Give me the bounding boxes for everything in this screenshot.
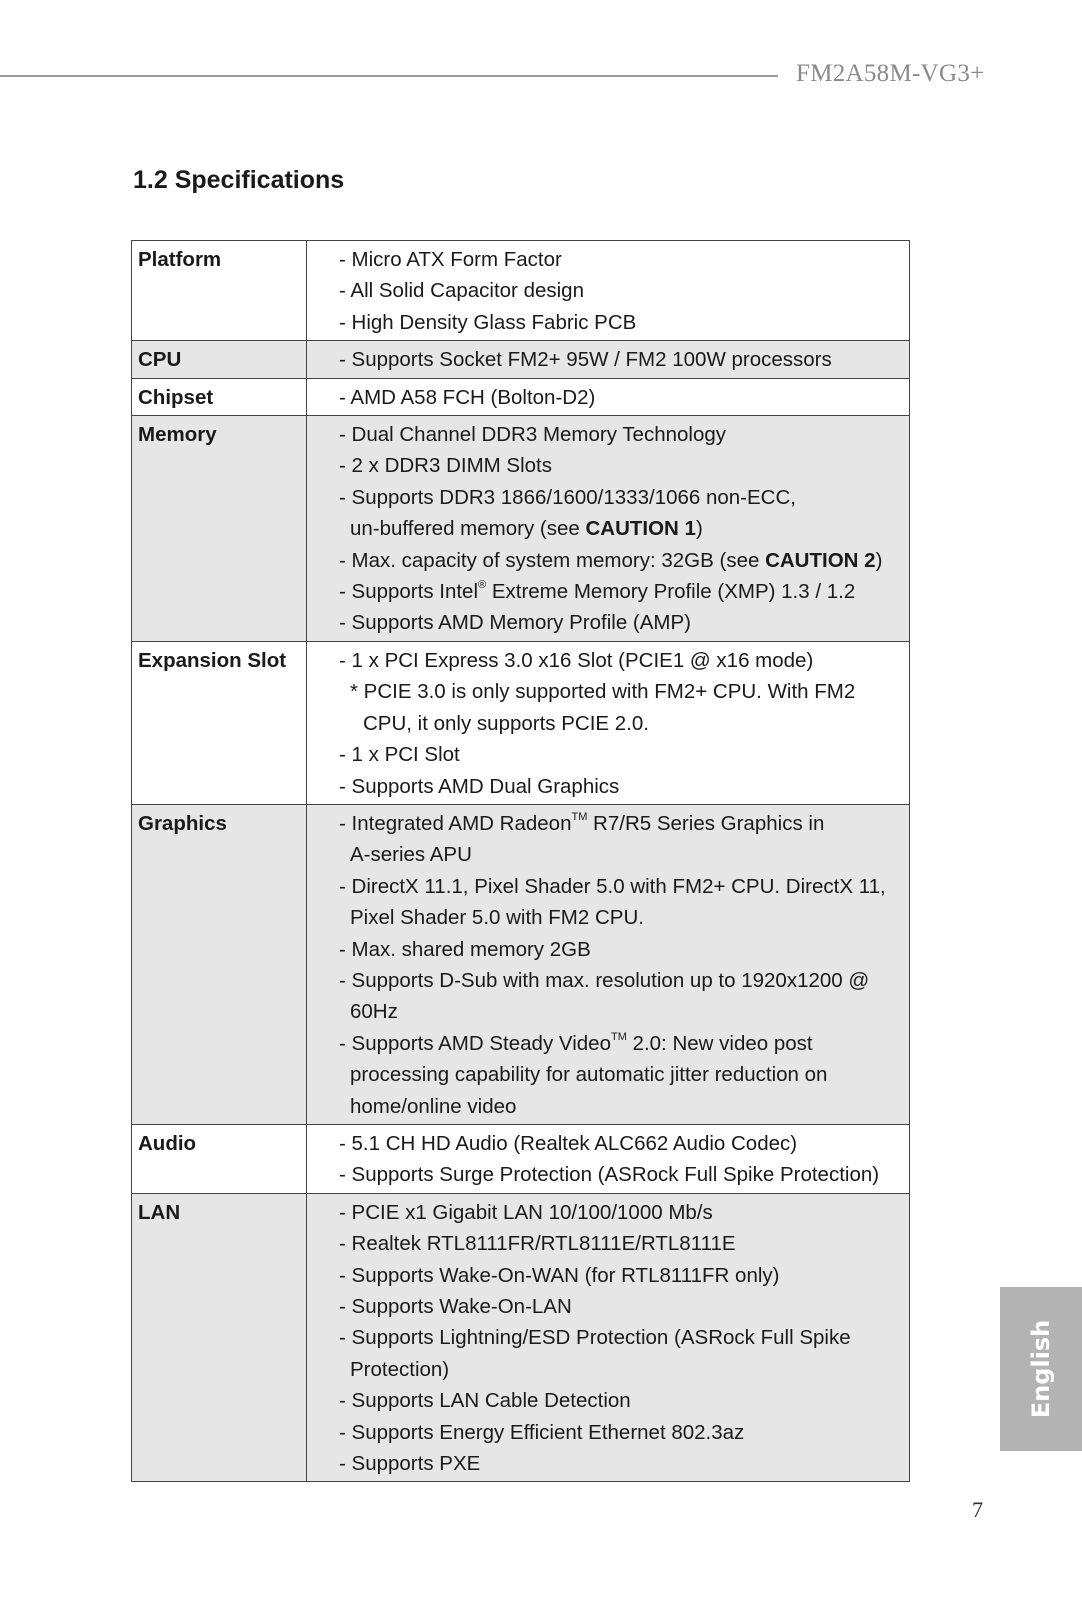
spec-line: - Supports Lightning/ESD Protection (ASRock Full Spike	[339, 1326, 851, 1350]
spec-row-graphics	[132, 804, 910, 1124]
spec-row-expansion-slot	[132, 641, 910, 804]
spec-note: * PCIE 3.0 is only supported with FM2+ CPU. With FM2	[350, 680, 856, 704]
spec-line	[339, 513, 905, 544]
spec-row-platform	[132, 241, 910, 341]
language-tab-label: English	[1027, 1319, 1055, 1419]
spec-text: - Max. capacity of system memory: 32GB (see	[339, 548, 766, 572]
spec-row-memory	[132, 416, 910, 642]
spec-line: - DirectX 11.1, Pixel Shader 5.0 with FM2+ CPU. DirectX 11,	[339, 874, 886, 898]
spec-line: - Supports LAN Cable Detection	[339, 1389, 631, 1413]
spec-text: Extreme Memory Profile (XMP) 1.3 / 1.2	[486, 580, 856, 604]
spec-text: R7/R5 Series Graphics in	[587, 811, 825, 835]
spec-text: 2.0: New video post	[626, 1031, 813, 1055]
spec-line: - Dual Channel DDR3 Memory Technology	[339, 423, 727, 447]
spec-line: - 1 x PCI Express 3.0 x16 Slot (PCIE1 @ x16 mode)	[339, 648, 814, 672]
header-rule	[0, 75, 778, 77]
spec-label: Expansion Slot	[132, 641, 307, 804]
spec-values	[307, 1193, 910, 1482]
spec-text: - Supports Intel	[339, 580, 479, 604]
spec-line: A-series APU	[350, 843, 472, 867]
spec-text: un-buffered memory (see	[350, 517, 586, 541]
spec-text: - Supports AMD Steady Video	[339, 1031, 611, 1055]
spec-line: - Supports Energy Efficient Ethernet 802.3az	[339, 1420, 745, 1444]
spec-note: CPU, it only supports PCIE 2.0.	[363, 711, 649, 735]
model-name: FM2A58M-VG3+	[796, 60, 985, 87]
spec-line	[339, 576, 905, 607]
spec-values	[307, 804, 910, 1124]
spec-line: - Supports AMD Dual Graphics	[339, 774, 620, 798]
spec-label: Graphics	[132, 804, 307, 1124]
spec-row-chipset	[132, 378, 910, 415]
spec-line	[339, 808, 905, 839]
spec-line: processing capability for automatic jitter reduction on	[350, 1063, 828, 1087]
spec-line: - Micro ATX Form Factor	[339, 248, 562, 271]
spec-line	[339, 545, 905, 576]
spec-line: - Supports PXE	[339, 1452, 481, 1476]
spec-values	[307, 378, 910, 415]
registered-mark: ®	[478, 579, 487, 592]
spec-row-cpu	[132, 341, 910, 378]
spec-values	[307, 341, 910, 378]
spec-line: home/online video	[350, 1094, 517, 1118]
spec-row-audio	[132, 1124, 910, 1193]
spec-label: Audio	[132, 1124, 307, 1193]
spec-line: Pixel Shader 5.0 with FM2 CPU.	[350, 906, 644, 930]
spec-line: - Realtek RTL8111FR/RTL8111E/RTL8111E	[339, 1232, 736, 1256]
trademark-mark: TM	[610, 1030, 627, 1043]
spec-line: 60Hz	[350, 1000, 398, 1024]
section-title: 1.2 Specifications	[133, 166, 345, 194]
spec-line: - Supports D-Sub with max. resolution up to 1920x1200 @	[339, 968, 870, 992]
trademark-mark: TM	[571, 810, 588, 823]
language-tab	[1000, 1287, 1082, 1451]
spec-values	[307, 1124, 910, 1193]
specifications-table	[131, 240, 910, 1482]
spec-text: )	[875, 548, 883, 572]
spec-label: LAN	[132, 1193, 307, 1482]
spec-line: - 5.1 CH HD Audio (Realtek ALC662 Audio Codec)	[339, 1131, 798, 1155]
page-number: 7	[972, 1497, 983, 1522]
spec-label: Platform	[132, 241, 307, 341]
spec-line: - Supports Socket FM2+ 95W / FM2 100W processors	[339, 348, 832, 372]
spec-line: - Supports Wake-On-WAN (for RTL8111FR only)	[339, 1263, 780, 1287]
spec-text: )	[695, 517, 703, 541]
caution-ref: CAUTION 2	[765, 548, 876, 572]
spec-line: Protection)	[350, 1357, 450, 1381]
spec-line: - Supports Wake-On-LAN	[339, 1295, 572, 1318]
spec-line	[339, 1028, 905, 1059]
spec-values	[307, 241, 910, 341]
spec-line: - PCIE x1 Gigabit LAN 10/100/1000 Mb/s	[339, 1200, 713, 1224]
spec-line: - Supports AMD Memory Profile (AMP)	[339, 611, 691, 635]
spec-line: - 2 x DDR3 DIMM Slots	[339, 454, 552, 478]
spec-line: - AMD A58 FCH (Bolton-D2)	[339, 385, 596, 409]
spec-line: - High Density Glass Fabric PCB	[339, 310, 637, 334]
spec-line: - Supports DDR3 1866/1600/1333/1066 non-ECC,	[339, 485, 796, 509]
spec-values	[307, 416, 910, 642]
spec-line: - 1 x PCI Slot	[339, 743, 460, 767]
caution-ref: CAUTION 1	[585, 517, 696, 541]
spec-line: - Supports Surge Protection (ASRock Full Spike Protection)	[339, 1163, 880, 1187]
spec-label: Memory	[132, 416, 307, 642]
spec-text: - Integrated AMD Radeon	[339, 811, 572, 835]
spec-line: - All Solid Capacitor design	[339, 279, 584, 303]
spec-label: Chipset	[132, 378, 307, 415]
spec-row-lan	[132, 1193, 910, 1482]
spec-line: - Max. shared memory 2GB	[339, 937, 591, 961]
spec-values	[307, 641, 910, 804]
spec-label: CPU	[132, 341, 307, 378]
